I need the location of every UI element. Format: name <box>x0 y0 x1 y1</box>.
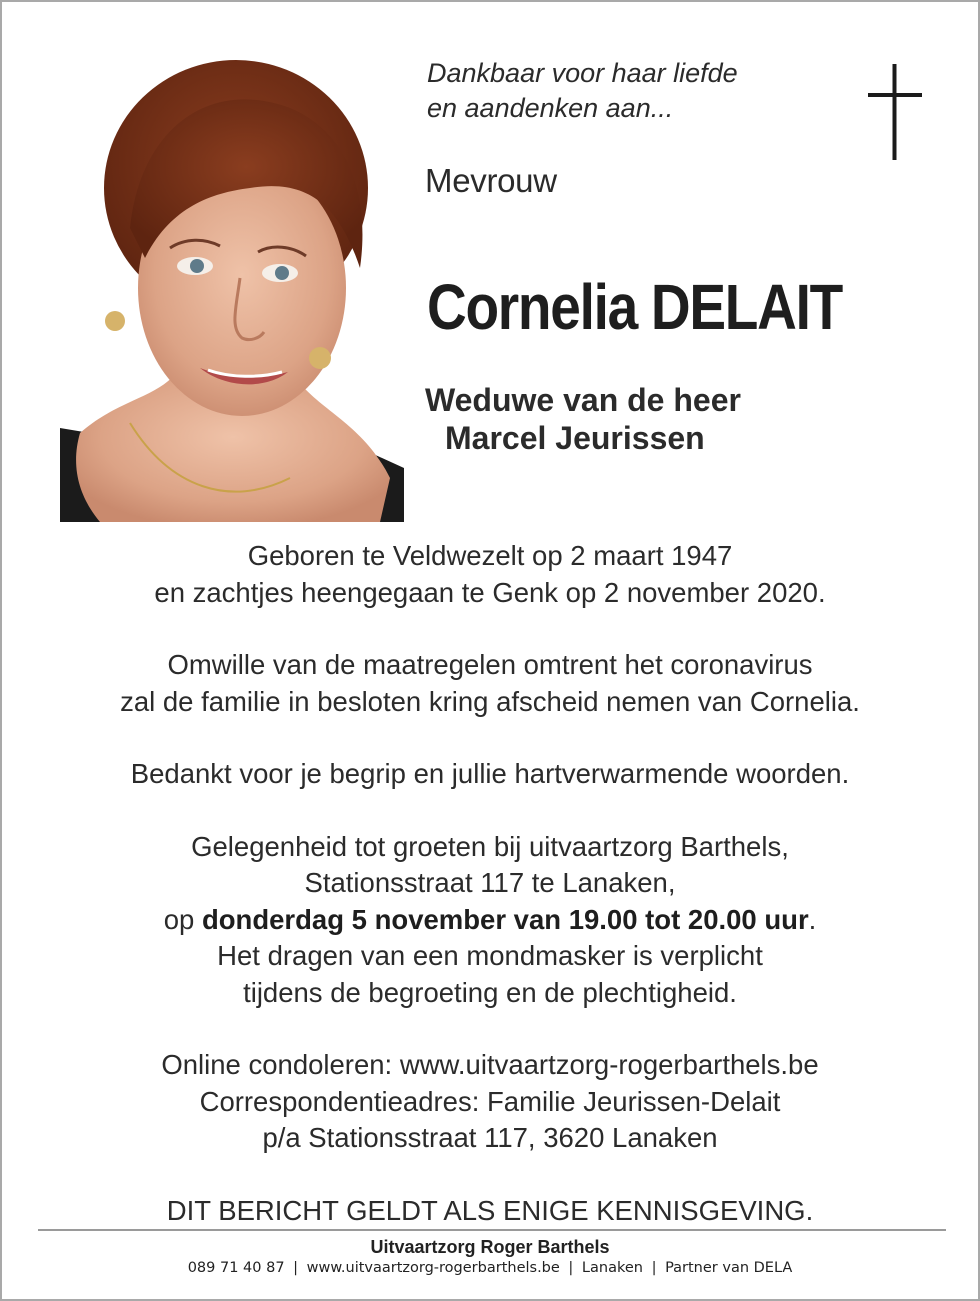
intro-text <box>427 56 738 126</box>
footer-partner: Partner van DELA <box>665 1260 793 1276</box>
corona-line-1: Omwille van de maatregelen omtrent het coronavirus <box>167 649 813 680</box>
address-line-1: Correspondentieadres: Familie Jeurissen-Delait <box>199 1085 781 1117</box>
deceased-name: Cornelia DELAIT <box>427 271 842 343</box>
mask-line-2: tijdens de begroeting en de plechtigheid. <box>243 976 737 1008</box>
intro-line-2: en aandenken aan... <box>427 93 674 123</box>
visit-line-3 <box>2 902 978 939</box>
announcement-body <box>2 538 978 1229</box>
visit-datetime: donderdag 5 november van 19.00 tot 20.00 uur <box>201 903 809 935</box>
footer-company: Uitvaartzorg Roger Barthels <box>370 1237 610 1257</box>
corona-line-2: zal de familie in besloten kring afscheid nemen van Cornelia. <box>120 685 860 717</box>
notice-line: DIT BERICHT GELDT ALS ENIGE KENNISGEVING. <box>166 1194 814 1226</box>
footer-website: www.uitvaartzorg-rogerbarthels.be <box>306 1260 560 1276</box>
intro-line-1: Dankbaar voor haar liefde <box>427 58 738 88</box>
footer-separator: | <box>651 1260 657 1276</box>
footer-separator: | <box>568 1260 574 1276</box>
footer-separator: | <box>293 1260 299 1276</box>
cross-icon <box>864 64 926 160</box>
honorific: Mevrouw <box>425 162 557 199</box>
visit-line-2: Stationsstraat 117 te Lanaken, <box>304 867 676 898</box>
birth-line: Geboren te Veldwezelt op 2 maart 1947 <box>247 540 733 571</box>
footer-divider <box>38 1229 946 1231</box>
footer-phone: 089 71 40 87 <box>187 1260 285 1276</box>
spouse-line-1: Weduwe van de heer <box>425 382 741 418</box>
spouse-info <box>425 381 741 457</box>
spouse-line-2: Marcel Jeurissen <box>445 420 705 456</box>
visit-prefix: op <box>163 903 202 935</box>
thanks-line: Bedankt voor je begrip en jullie hartverwarmende woorden. <box>130 758 850 789</box>
portrait-photo <box>60 38 404 522</box>
footer-city: Lanaken <box>581 1260 643 1276</box>
visit-line-1: Gelegenheid tot groeten bij uitvaartzorg Barthels, <box>191 830 789 862</box>
footer-contact <box>2 1260 978 1276</box>
address-line-2: p/a Stationsstraat 117, 3620 Lanaken <box>262 1122 718 1153</box>
online-condolence-line: Online condoleren: www.uitvaartzorg-rogerbarthels.be <box>161 1049 819 1080</box>
death-line: en zachtjes heengegaan te Genk op 2 november 2020. <box>154 576 826 608</box>
visit-suffix: . <box>808 903 817 935</box>
mask-line-1: Het dragen van een mondmasker is verplicht <box>217 940 763 971</box>
